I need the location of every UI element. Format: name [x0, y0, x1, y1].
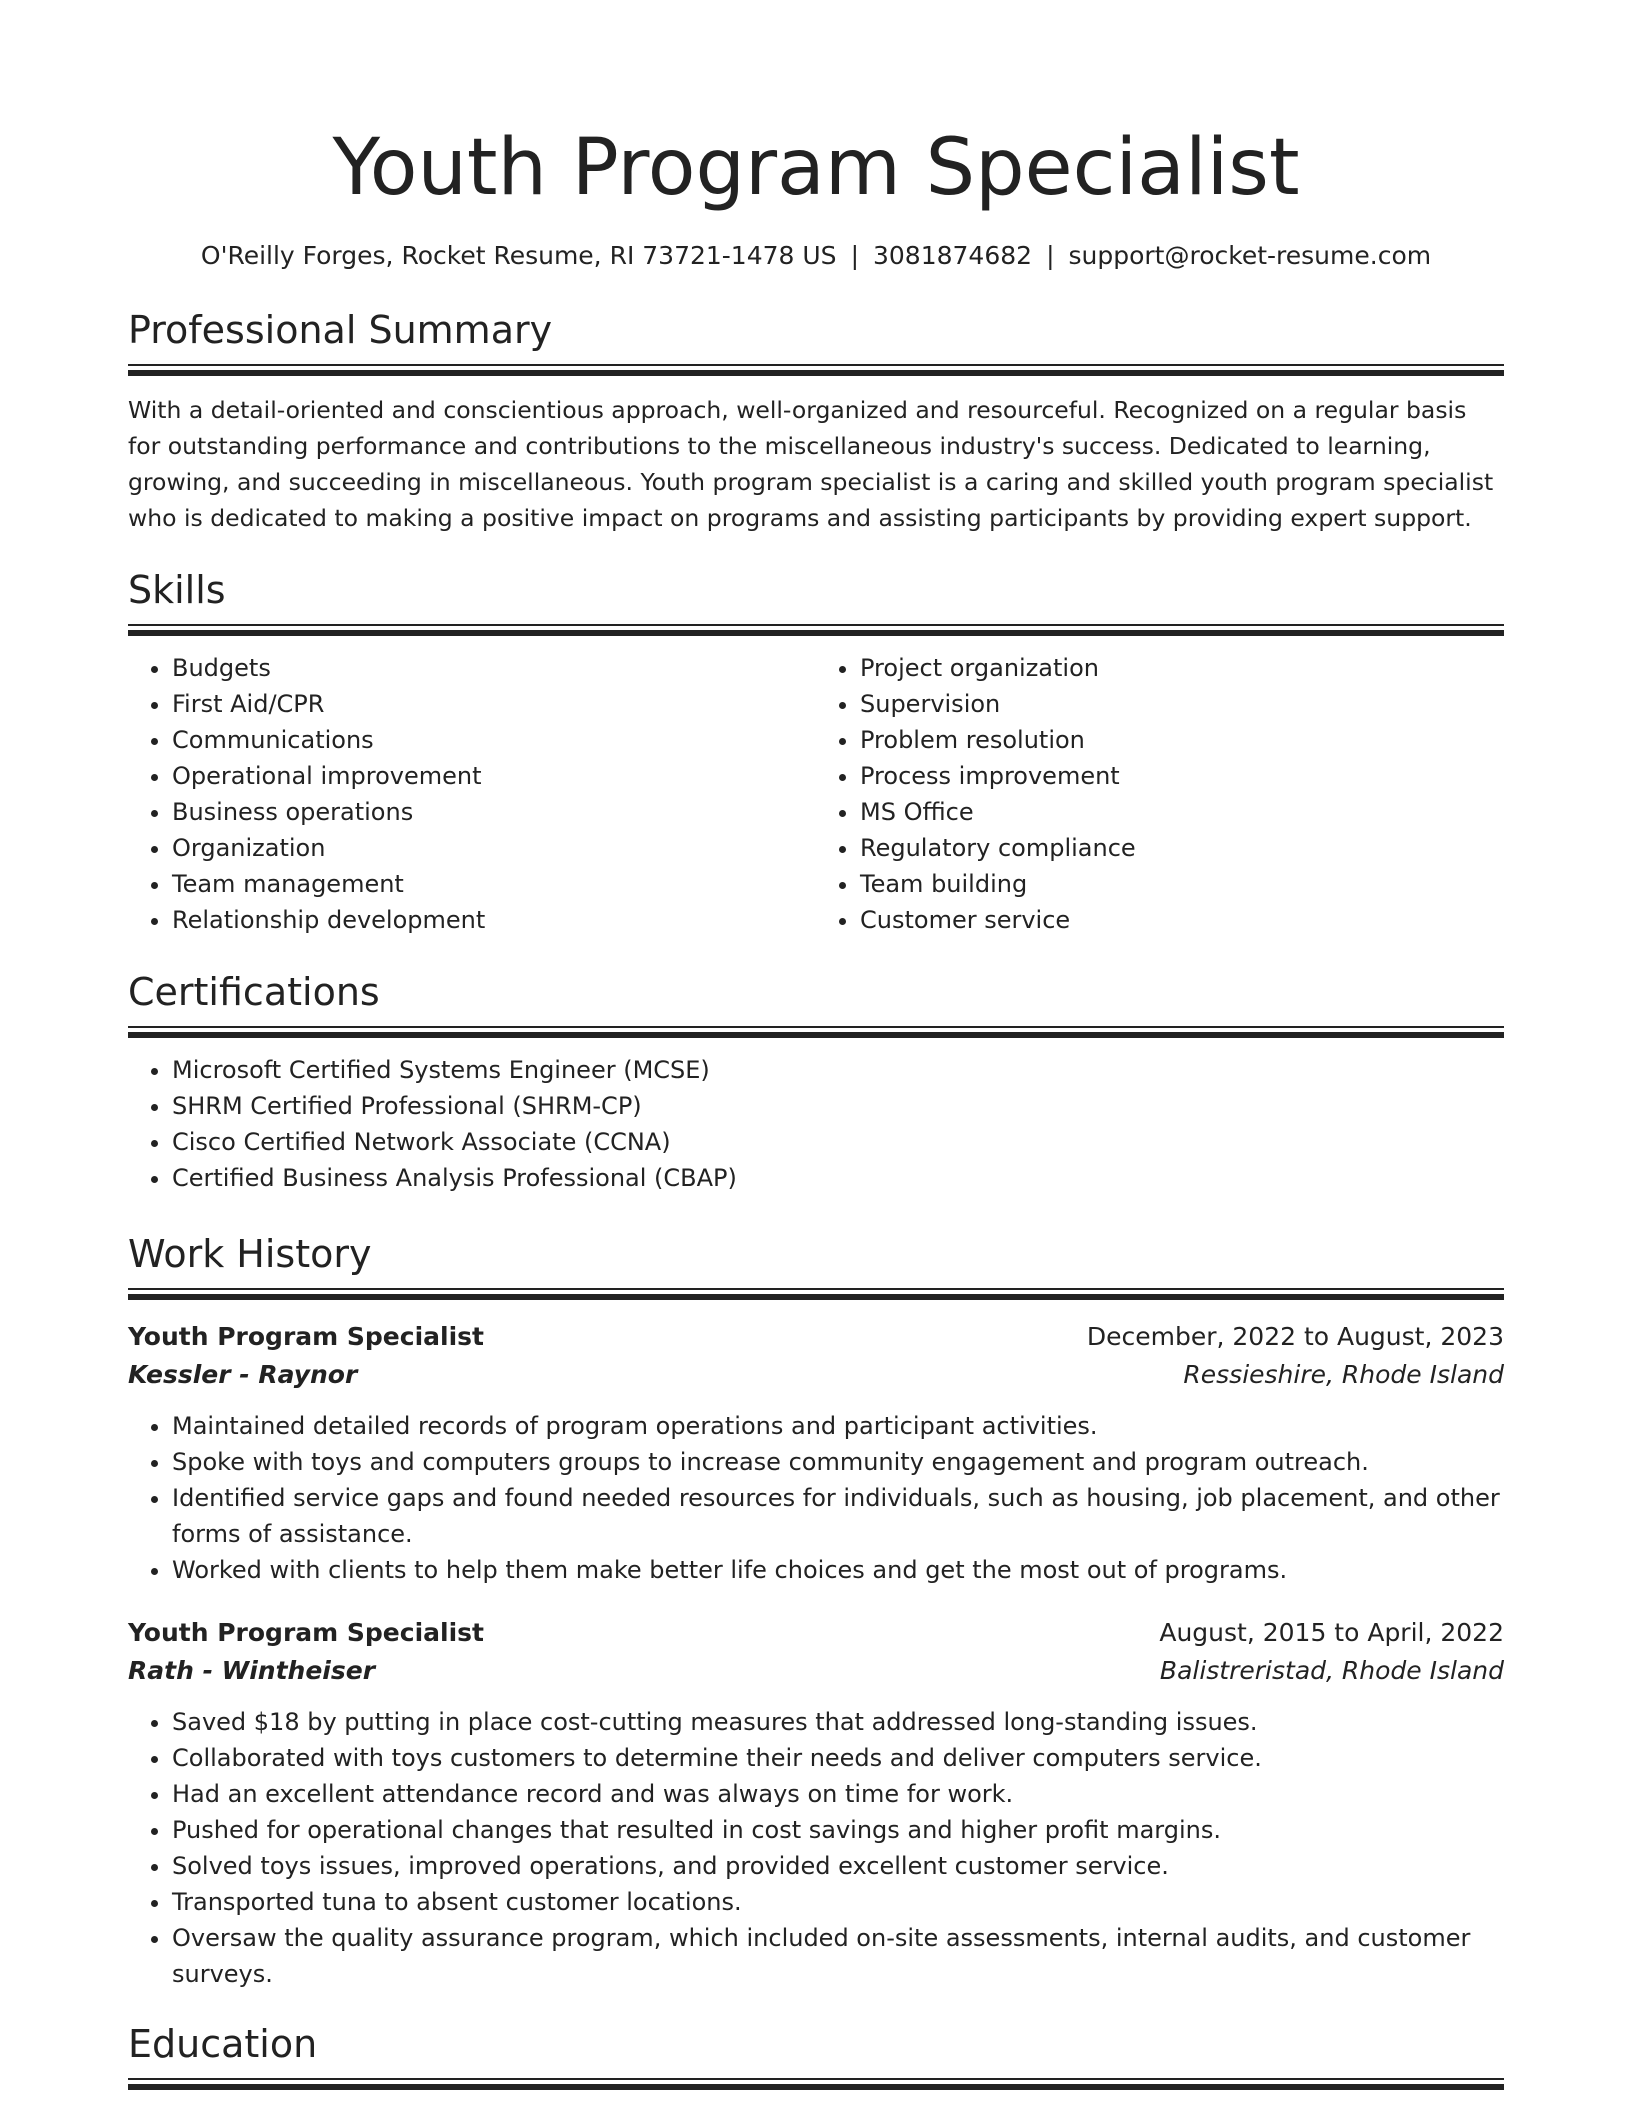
section-divider — [128, 1026, 1504, 1040]
skill-item: • MS Office — [860, 794, 1504, 830]
job-bullet: • Solved toys issues, improved operations, and provided excellent customer service. — [172, 1848, 1504, 1884]
skill-item: • Project organization — [860, 650, 1504, 686]
job-entry — [128, 1318, 1504, 1588]
job-bullets — [128, 1408, 1504, 1588]
section-title-education: Education — [128, 2022, 318, 2066]
job-bullet: • Collaborated with toys customers to determine their needs and deliver computers service. — [172, 1740, 1504, 1776]
skill-item: • Business operations — [172, 794, 816, 830]
job-location: Ressieshire, Rhode Island — [1183, 1360, 1504, 1389]
skill-item: • Organization — [172, 830, 816, 866]
job-bullet: • Saved $18 by putting in place cost-cutting measures that addressed long-standing issues. — [172, 1704, 1504, 1740]
job-bullet: • Maintained detailed records of program operations and participant activities. — [172, 1408, 1504, 1444]
skills-list-left — [128, 650, 816, 938]
section-divider — [128, 624, 1504, 638]
job-bullet: • Worked with clients to help them make better life choices and get the most out of programs. — [172, 1552, 1504, 1588]
skill-item: • Communications — [172, 722, 816, 758]
job-title: Youth Program Specialist — [128, 1618, 484, 1647]
skill-item: • Process improvement — [860, 758, 1504, 794]
skills-list-right — [816, 650, 1504, 938]
section-divider — [128, 2078, 1504, 2092]
job-bullet: • Transported tuna to absent customer locations. — [172, 1884, 1504, 1920]
certification-item: • SHRM Certified Professional (SHRM-CP) — [172, 1088, 1504, 1124]
job-company: Kessler - Raynor — [128, 1360, 358, 1389]
section-title-skills: Skills — [128, 568, 226, 612]
certifications-section — [128, 968, 1504, 1196]
skills-grid — [128, 650, 1504, 938]
contact-email: support@rocket-resume.com — [1068, 241, 1432, 270]
certification-item: • Certified Business Analysis Professional (CBAP) — [172, 1160, 1504, 1196]
section-title-summary: Professional Summary — [128, 308, 553, 352]
certification-item: • Cisco Certified Network Associate (CCNA) — [172, 1124, 1504, 1160]
section-divider — [128, 1288, 1504, 1302]
contact-separator: | — [1046, 241, 1055, 270]
skill-item: • Customer service — [860, 902, 1504, 938]
skill-item: • Operational improvement — [172, 758, 816, 794]
certification-item: • Microsoft Certified Systems Engineer (MCSE) — [172, 1052, 1504, 1088]
skills-section — [128, 566, 1504, 938]
contact-separator: | — [850, 241, 859, 270]
skill-item: • Budgets — [172, 650, 816, 686]
job-entry — [128, 1614, 1504, 1992]
job-bullet: • Had an excellent attendance record and was always on time for work. — [172, 1776, 1504, 1812]
job-header-row — [128, 1318, 1504, 1356]
work-history-section — [128, 1230, 1504, 1992]
section-title-certifications: Certifications — [128, 970, 380, 1014]
skill-item: • Team building — [860, 866, 1504, 902]
job-bullet: • Spoke with toys and computers groups to increase community engagement and program outreach. — [172, 1444, 1504, 1480]
job-subheader-row — [128, 1652, 1504, 1690]
summary-text: With a detail-oriented and conscientious approach, well-organized and resourceful. Recognized on a regular basis for outstanding performance and contributions to the miscellaneous industry's success. Dedicated to learning, growing, and succeeding in miscellaneous. Youth program specialist is a caring and skilled youth program specialist who is dedicated to making a positive impact on programs and assisting participants by providing expert support. — [128, 396, 1494, 532]
skill-item: • Regulatory compliance — [860, 830, 1504, 866]
education-section — [128, 2020, 1504, 2092]
resume-name: Youth Program Specialist — [332, 123, 1300, 213]
section-title-work-history: Work History — [128, 1232, 372, 1276]
section-divider — [128, 364, 1504, 378]
skill-item: • Team management — [172, 866, 816, 902]
contact-line — [128, 240, 1504, 272]
job-bullet: • Pushed for operational changes that resulted in cost savings and higher profit margins. — [172, 1812, 1504, 1848]
job-subheader-row — [128, 1356, 1504, 1394]
job-title: Youth Program Specialist — [128, 1322, 484, 1351]
skill-item: • Relationship development — [172, 902, 816, 938]
skill-item: • Supervision — [860, 686, 1504, 722]
resume-page — [128, 0, 1504, 2092]
job-dates: August, 2015 to April, 2022 — [1159, 1618, 1504, 1647]
job-header-row — [128, 1614, 1504, 1652]
job-bullet: • Identified service gaps and found needed resources for individuals, such as housing, job placement, and other forms of assistance. — [172, 1480, 1504, 1552]
job-company: Rath - Wintheiser — [128, 1656, 376, 1685]
summary-section — [128, 306, 1504, 536]
contact-address: O'Reilly Forges, Rocket Resume, RI 73721-1478 US — [200, 241, 837, 270]
job-bullet: • Oversaw the quality assurance program, which included on-site assessments, internal audits, and customer surveys. — [172, 1920, 1504, 1992]
job-dates: December, 2022 to August, 2023 — [1086, 1322, 1504, 1351]
job-bullets — [128, 1704, 1504, 1992]
contact-phone: 3081874682 — [873, 241, 1033, 270]
skill-item: • Problem resolution — [860, 722, 1504, 758]
certifications-list — [128, 1052, 1504, 1196]
skill-item: • First Aid/CPR — [172, 686, 816, 722]
job-location: Balistreristad, Rhode Island — [1159, 1656, 1504, 1685]
